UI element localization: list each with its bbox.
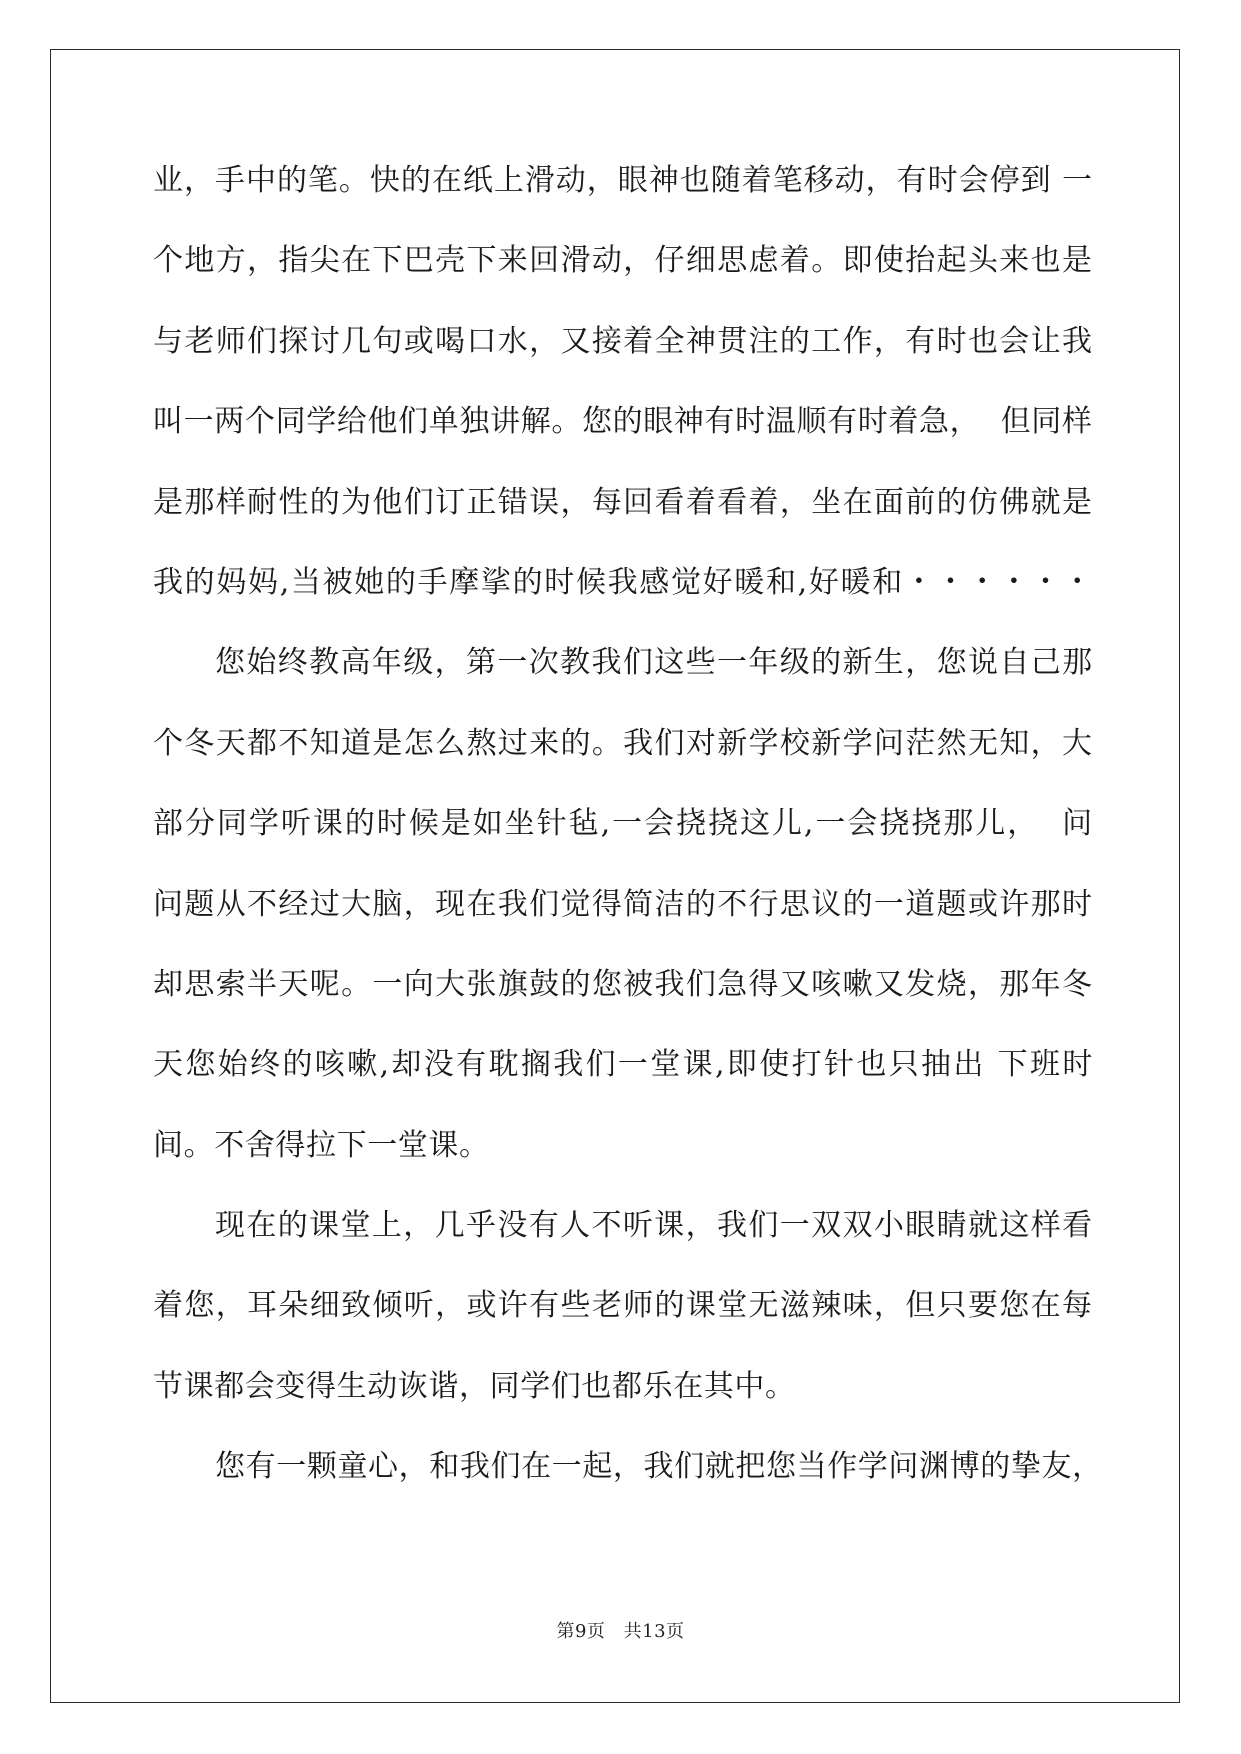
page-total: 共13页 <box>623 1621 685 1642</box>
text-line: 个 地 方 ， 指 尖 在 下 巴 壳 下 来 回 滑 动 ， 仔 细 思 虑 着 。 即 使 抬 起 头 来 也 是 <box>153 243 1093 279</box>
text-line: 着 您 ， 耳 朵 细 致 倾 听 ， 或 许 有 些 老 师 的 课 堂 无 滋 辣 味 ， 但 只 要 您 在 每 <box>153 1288 1093 1324</box>
text-line: 问 题 从 不 经 过 大 脑 ， 现 在 我 们 觉 得 简 洁 的 不 行 思 议 的 一 道 题 或 许 那 时 <box>153 886 1093 922</box>
text-line: 个 冬 天 都 不 知 道 是 怎 么 熬 过 来 的 。 我 们 对 新 学 校 新 学 问 茫 然 无 知 ， 大 <box>153 725 1093 761</box>
text-line: 您 始 终 教 高 年 级 ， 第 一 次 教 我 们 这 些 一 年 级 的 新 生 ， 您 说 自 己 那 <box>215 645 1093 681</box>
text-line: 部 分 同 学 听 课 的 时 候 是 如 坐 针 毡 , 一 会 挠 挠 这 儿 , 一 会 挠 挠 那 儿 ， 问 <box>153 806 1093 842</box>
text-line: 与 老 师 们 探 讨 几 句 或 喝 口 水 ， 又 接 着 全 神 贯 注 的 工 作 ， 有 时 也 会 让 我 <box>153 323 1093 359</box>
text-line: 天 您 始 终 的 咳 嗽 , 却 没 有 耽 搁 我 们 一 堂 课 , 即 使 打 针 也 只 抽 出 下 班 时 <box>153 1047 1093 1083</box>
text-line: 却 思 索 半 天 呢 。 一 向 大 张 旗 鼓 的 您 被 我 们 急 得 又 咳 嗽 又 发 烧 ， 那 年 冬 <box>153 966 1093 1002</box>
text-line: 您 有 一 颗 童 心 ， 和 我 们 在 一 起 ， 我 们 就 把 您 当 作 学 问 渊 博 的 挚 友 ， <box>215 1449 1103 1485</box>
text-line: 间。不舍得拉下一堂课。 <box>153 1127 490 1163</box>
page-number: 第9页 <box>556 1621 606 1642</box>
page-footer <box>0 1617 1241 1643</box>
text-line: 现 在 的 课 堂 上 ， 几 乎 没 有 人 不 听 课 ， 我 们 一 双 双 小 眼 睛 就 这 样 看 <box>215 1208 1093 1244</box>
text-line: 我 的 妈 妈 , 当 被 她 的 手 摩 挲 的 时 候 我 感 觉 好 暖 和 , 好 暖 和 ・ ・ ・ ・ ・ ・ <box>153 564 1093 600</box>
document-body <box>153 153 1103 1520</box>
text-line: 是 那 样 耐 性 的 为 他 们 订 正 错 误 ， 每 回 看 着 看 着 ， 坐 在 面 前 的 仿 佛 就 是 <box>153 484 1093 520</box>
text-line: 叫 一 两 个 同 学 给 他 们 单 独 讲 解 。 您 的 眼 神 有 时 温 顺 有 时 着 急 ， 但 同 样 <box>153 404 1093 440</box>
text-line: 节课都会变得生动诙谐，同学们也都乐在其中。 <box>153 1368 796 1404</box>
text-line: 业 ， 手 中 的 笔 。 快 的 在 纸 上 滑 动 ， 眼 神 也 随 着 笔 移 动 ， 有 时 会 停 到 一 <box>153 163 1093 198</box>
